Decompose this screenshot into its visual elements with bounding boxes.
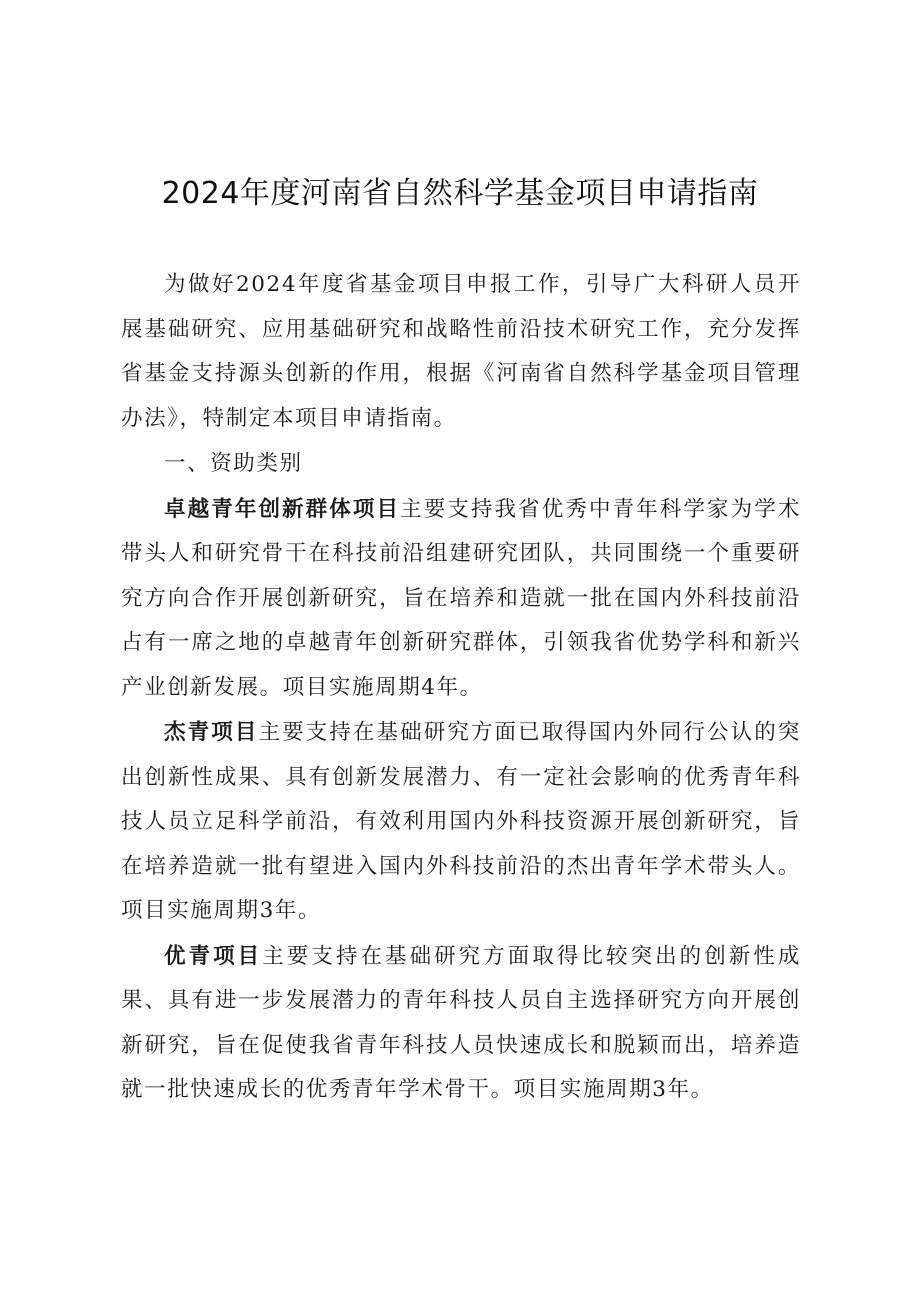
- document-title: 2024年度河南省自然科学基金项目申请指南: [161, 176, 759, 211]
- intro-paragraph: 为做好2024年度省基金项目申报工作，引导广大科研人员开展基础研究、应用基础研究和战略性前沿技术研究工作，充分发挥省基金支持源头创新的作用，根据《河南省自然科学基金项目管理办法》，特制定本项目申请指南。: [121, 272, 801, 431]
- item-name: 卓越青年创新群体项目: [164, 496, 401, 522]
- document-body: [121, 263, 801, 1113]
- item-name: 优青项目: [164, 943, 263, 969]
- item-paragraph-outstanding-youth: [121, 935, 801, 1113]
- item-text: 主要支持我省优秀中青年科学家为学术带头人和研究骨干在科技前沿组建研究团队，共同围绕一个重要研究方向合作开展创新研究，旨在培养和造就一批在国内外科技前沿占有一席之地的卓越青年创新研究群体，引领我省优势学科和新兴产业创新发展。项目实施周期4年。: [121, 496, 801, 700]
- item-paragraph-distinguished-youth: [121, 711, 801, 934]
- item-text: 主要支持在基础研究方面已取得国内外同行公认的突出创新性成果、具有创新发展潜力、有一定社会影响的优秀青年科技人员立足科学前沿，有效利用国内外科技资源开展创新研究，旨在培养造就一批有望进入国内外科技前沿的杰出青年学术带头人。项目实施周期3年。: [121, 720, 801, 923]
- item-paragraph-excellent-youth-group: [121, 488, 801, 711]
- item-text: 主要支持在基础研究方面取得比较突出的创新性成果、具有进一步发展潜力的青年科技人员自主选择研究方向开展创新研究，旨在促使我省青年科技人员快速成长和脱颖而出，培养造就一批快速成长的优秀青年学术骨干。项目实施周期3年。: [121, 943, 802, 1102]
- item-name: 杰青项目: [164, 720, 259, 745]
- section-heading: 一、资助类别: [164, 451, 303, 476]
